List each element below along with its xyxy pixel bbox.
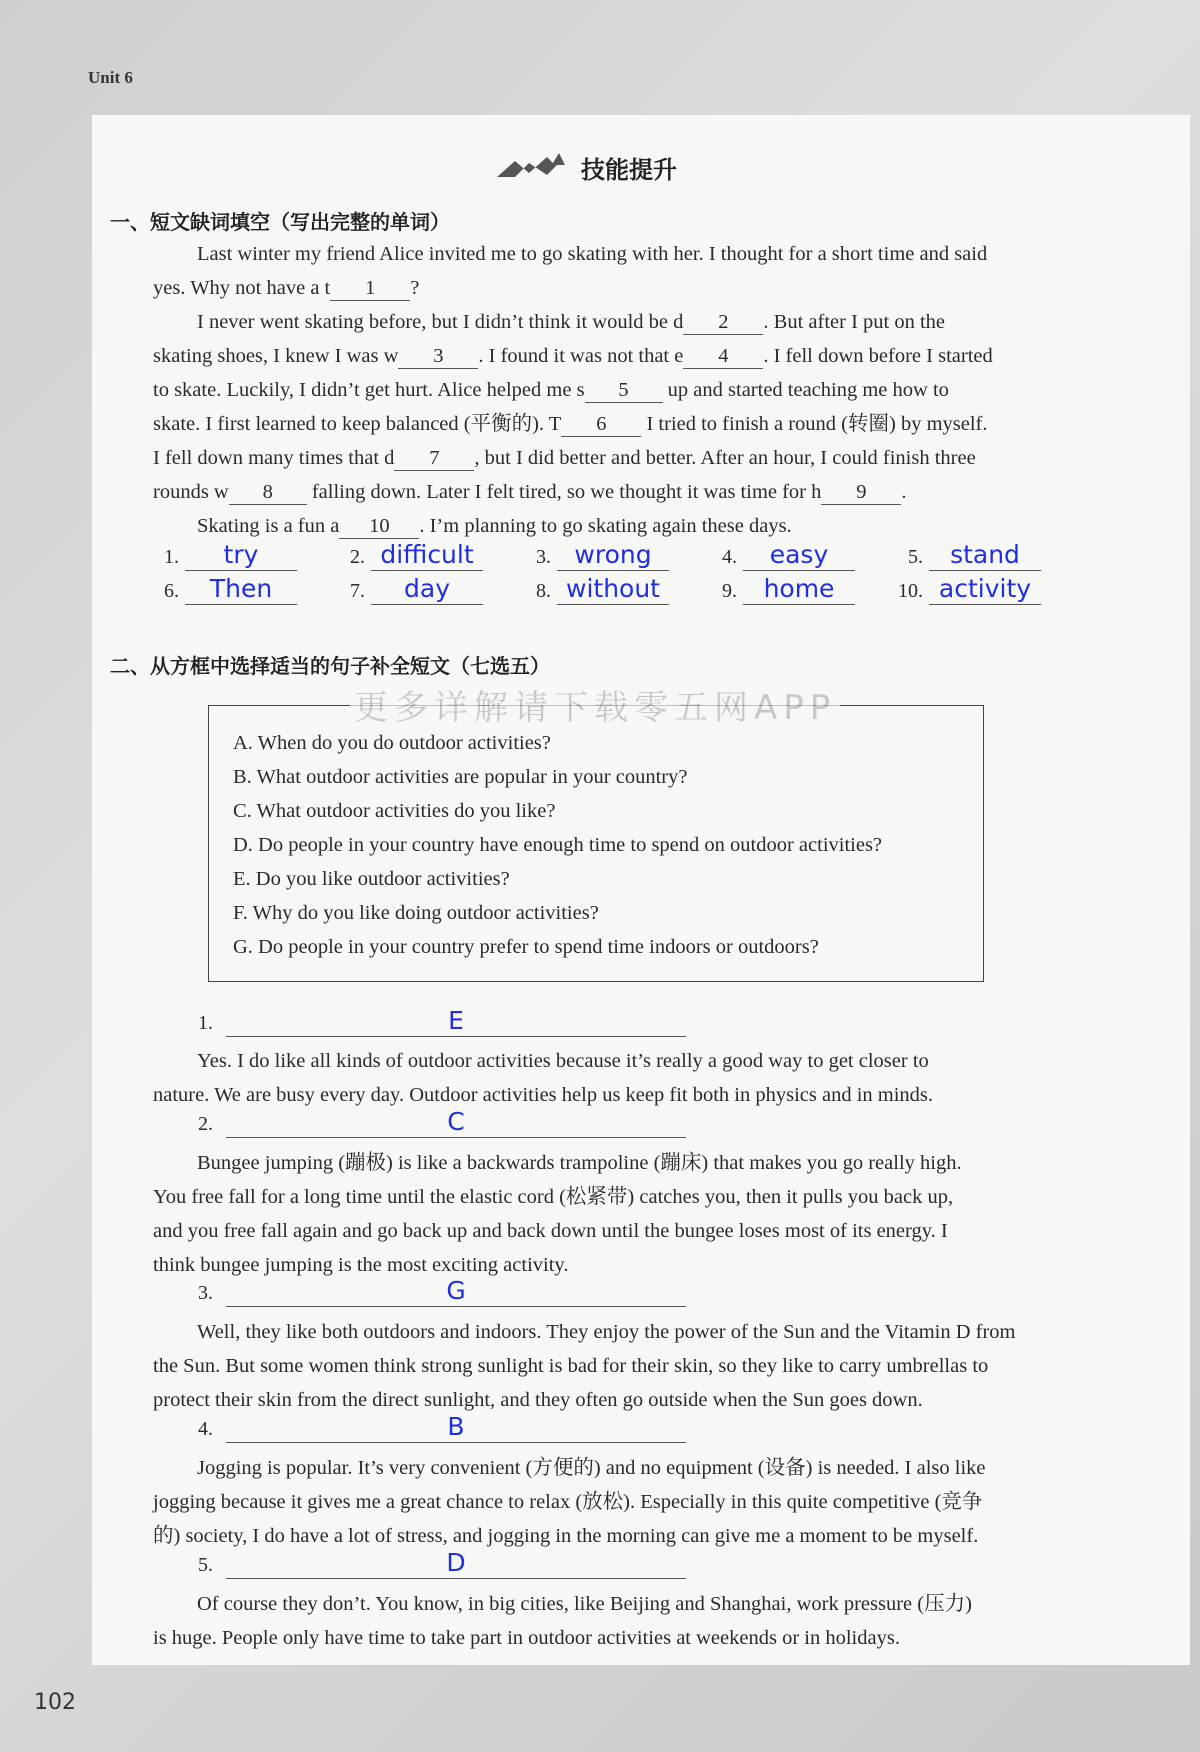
- question-4-text: Jogging is popular. It’s very convenient (方便的) and no equipment (设备) is needed. I also like jogging because it gives me a great chance to relax (放松). Especially in this quite competitive (竞争 的) society, I do have a lot of stress, and jogging in the morning can give me a moment to be myself.: [153, 1457, 986, 1547]
- question-3: 3. G: [198, 1276, 686, 1307]
- answer-field[interactable]: day: [371, 574, 483, 605]
- blank-1: 1: [330, 276, 410, 301]
- skills-header: [495, 150, 677, 185]
- answer-field[interactable]: G: [226, 1276, 686, 1307]
- answer-item: 3. wrong: [525, 540, 711, 571]
- answer-field[interactable]: easy: [743, 540, 855, 571]
- option-b: B. What outdoor activities are popular in your country?: [233, 766, 688, 788]
- answer-item: 7. day: [339, 574, 525, 605]
- options-box: [208, 705, 984, 982]
- unit-label: Unit 6: [88, 68, 133, 87]
- blank-5: 5: [585, 378, 663, 403]
- zigzag-arrow-icon: [495, 151, 567, 185]
- option-g: G. Do people in your country prefer to spend time indoors or outdoors?: [233, 936, 819, 958]
- answer-item: 10. activity: [897, 574, 1083, 605]
- question-1: 1. E: [198, 1006, 686, 1037]
- answer-item: 4. easy: [711, 540, 897, 571]
- answer-field[interactable]: D: [226, 1548, 686, 1579]
- answer-field[interactable]: home: [743, 574, 855, 605]
- watermark: 更多详解请下载零五网APP: [350, 680, 840, 729]
- question-5: 5. D: [198, 1548, 686, 1579]
- page-number: 102: [34, 1690, 76, 1715]
- answer-field[interactable]: activity: [929, 574, 1041, 605]
- skills-title: 技能提升: [581, 156, 677, 184]
- section1-title: 一、短文缺词填空（写出完整的单词）: [110, 210, 450, 234]
- answer-field[interactable]: Then: [185, 574, 297, 605]
- answer-field[interactable]: E: [226, 1006, 686, 1037]
- answer-field[interactable]: without: [557, 574, 669, 605]
- option-c: C. What outdoor activities do you like?: [233, 800, 556, 822]
- question-2: 2. C: [198, 1107, 686, 1138]
- answer-field[interactable]: difficult: [371, 540, 483, 571]
- section2-title: 二、从方框中选择适当的句子补全短文（七选五）: [110, 654, 550, 678]
- answer-item: 5. stand: [897, 540, 1083, 571]
- blank-9: 9: [821, 480, 901, 505]
- blank-4: 4: [683, 344, 763, 369]
- question-5-text: Of course they don’t. You know, in big cities, like Beijing and Shanghai, work pressure (压力) is huge. People only have time to take part in outdoor activities at weekends or in holidays.: [153, 1593, 972, 1649]
- cloze-passage: Last winter my friend Alice invited me to go skating with her. I thought for a short time and said yes. Why not have a t 1 ? I never went skating before, but I didn’t think it would be d 2 . But after I put on the skating shoes, I knew I was w 3 . I found it was not that e 4 . I fell down before I started to skate. Luckily, I didn’t get hurt. Alice helped me s 5 up and started teaching me how to skate. I first learned to keep balanced (平衡的). T 6 I tried to finish a round (转圈) by myself. I fell down many times that d 7 , but I did better and better. After an hour, I could finish three rounds w 8 falling down. Later I felt tired, so we thought it was time for h 9 . Skating is a fun a 10 . I’m planning to go skating again these days.: [153, 243, 993, 537]
- question-2-text: Bungee jumping (蹦极) is like a backwards trampoline (蹦床) that makes you go really high. You free fall for a long time until the elastic cord (松紧带) catches you, then it pulls you back up, and you free fall again and go back up and back down until the bungee loses most of its energy. I think bungee jumping is the most exciting activity.: [153, 1152, 962, 1276]
- answer-field[interactable]: wrong: [557, 540, 669, 571]
- answer-field[interactable]: C: [226, 1107, 686, 1138]
- answer-item: 2. difficult: [339, 540, 525, 571]
- answer-item: 8. without: [525, 574, 711, 605]
- answer-item: 1. try: [153, 540, 339, 571]
- blank-10: 10: [339, 514, 419, 539]
- answer-item: 6. Then: [153, 574, 339, 605]
- question-3-text: Well, they like both outdoors and indoors. They enjoy the power of the Sun and the Vitamin D from the Sun. But some women think strong sunlight is bad for their skin, so they like to carry umbrellas to protect their skin from the direct sunlight, and they often go outside when the Sun goes down.: [153, 1321, 1016, 1411]
- blank-7: 7: [394, 446, 474, 471]
- option-e: E. Do you like outdoor activities?: [233, 868, 510, 890]
- blank-3: 3: [398, 344, 478, 369]
- question-4: 4. B: [198, 1412, 686, 1443]
- question-1-text: Yes. I do like all kinds of outdoor activities because it’s really a good way to get closer to nature. We are busy every day. Outdoor activities help us keep fit both in physics and in minds.: [153, 1050, 934, 1106]
- blank-2: 2: [683, 310, 763, 335]
- answer-row-1: [153, 540, 1083, 571]
- answer-row-2: [153, 574, 1083, 605]
- blank-8: 8: [229, 480, 307, 505]
- answer-field[interactable]: try: [185, 540, 297, 571]
- blank-6: 6: [561, 412, 641, 437]
- answer-item: 9. home: [711, 574, 897, 605]
- option-f: F. Why do you like doing outdoor activities?: [233, 902, 599, 924]
- answer-field[interactable]: stand: [929, 540, 1041, 571]
- option-d: D. Do people in your country have enough time to spend on outdoor activities?: [233, 834, 883, 856]
- answer-field[interactable]: B: [226, 1412, 686, 1443]
- option-a: A. When do you do outdoor activities?: [233, 732, 551, 754]
